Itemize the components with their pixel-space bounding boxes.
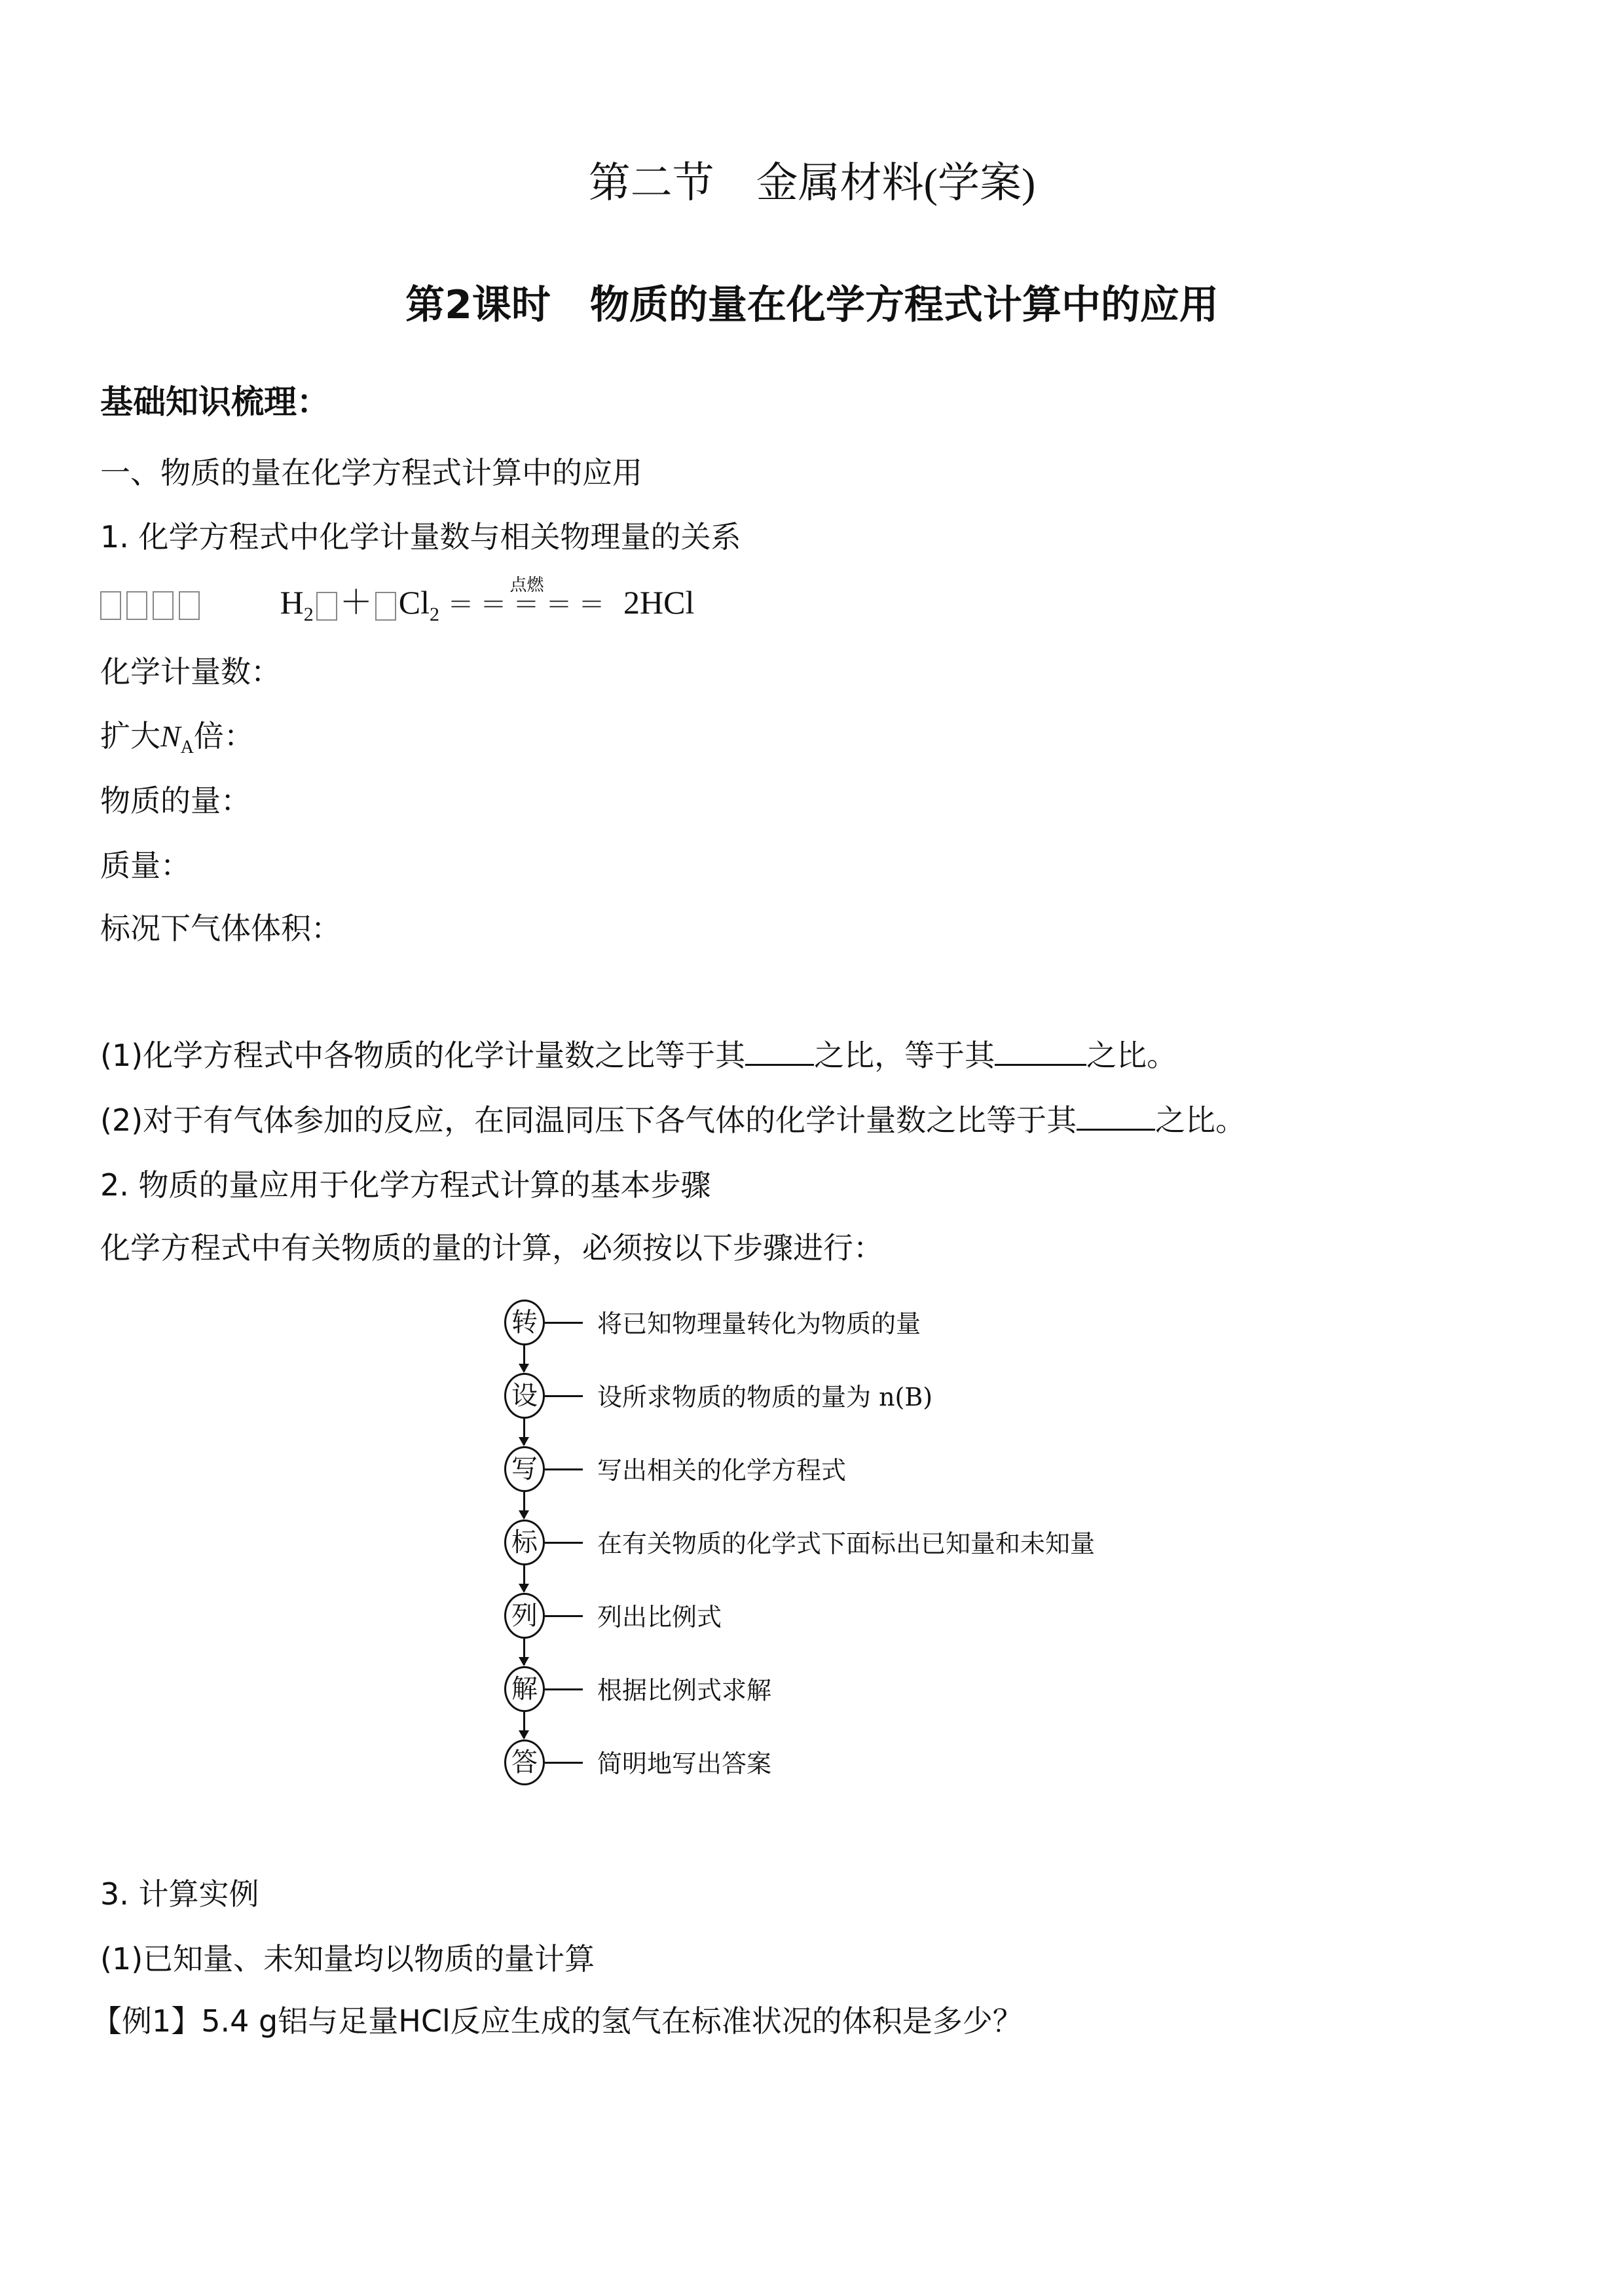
step-solve bbox=[504, 1666, 1159, 1712]
item-2-intro: 化学方程式中有关物质的量的计算，必须按以下步骤进行： bbox=[100, 1230, 883, 1266]
arrow-icon bbox=[523, 1565, 525, 1592]
blank[interactable] bbox=[1077, 1102, 1155, 1131]
heading-1: 一、物质的量在化学方程式计算中的应用 bbox=[100, 455, 642, 490]
step-key: 转 bbox=[504, 1300, 545, 1345]
row-volume: 标况下气体体积： bbox=[100, 911, 341, 946]
cl2: Cl bbox=[398, 584, 430, 621]
label: 倍： bbox=[193, 718, 254, 754]
step-key: 答 bbox=[504, 1740, 545, 1785]
step-text: 写出相关的化学方程式 bbox=[597, 1456, 847, 1485]
product: 2HCl bbox=[623, 584, 695, 621]
text: (1)化学方程式中各物质的化学计量数之比等于其 bbox=[100, 1038, 746, 1073]
arrow-icon bbox=[523, 1712, 525, 1738]
rule-2 bbox=[100, 1101, 1246, 1140]
text: 之比。 bbox=[1155, 1102, 1246, 1138]
item-3: 3. 计算实例 bbox=[100, 1876, 259, 1912]
step-text: 列出比例式 bbox=[597, 1603, 722, 1631]
step-key: 设 bbox=[504, 1373, 545, 1419]
h2: H bbox=[280, 584, 304, 621]
arrow-icon bbox=[523, 1419, 525, 1445]
section-heading: 基础知识梳理： bbox=[100, 383, 329, 421]
arrow-icon bbox=[523, 1639, 525, 1665]
step-assume bbox=[504, 1373, 1159, 1419]
equation-line bbox=[100, 575, 695, 635]
item-1: 1. 化学方程式中化学计量数与相关物理量的关系 bbox=[100, 519, 741, 555]
example-1: 【例1】5.4 g铝与足量HCl反应生成的氢气在标准状况的体积是多少？ bbox=[92, 2003, 1023, 2039]
reaction-condition: 点燃 bbox=[509, 575, 544, 595]
step-text: 设所求物质的物质的量为 n(B) bbox=[597, 1383, 933, 1412]
step-text: 根据比例式求解 bbox=[597, 1676, 772, 1705]
row-mass: 质量： bbox=[100, 848, 191, 883]
h2-subscript: 2 bbox=[303, 604, 314, 625]
item-3-sub: (1)已知量、未知量均以物质的量计算 bbox=[100, 1941, 595, 1977]
plus: ＋ bbox=[339, 584, 373, 621]
equals-sign: ＝ ＝ ＝ ＝ ＝ bbox=[447, 590, 605, 619]
row-na bbox=[100, 716, 254, 767]
step-label bbox=[504, 1520, 1159, 1565]
blank[interactable] bbox=[745, 1038, 814, 1066]
step-text: 将已知物理量转化为物质的量 bbox=[597, 1309, 921, 1338]
text: 之比，等于其 bbox=[814, 1038, 995, 1073]
na-subscript: A bbox=[180, 737, 194, 758]
step-text: 在有关物质的化学式下面标出已知量和未知量 bbox=[597, 1529, 1096, 1558]
step-key: 解 bbox=[504, 1666, 545, 1712]
arrow-icon bbox=[523, 1492, 525, 1518]
rule-1 bbox=[100, 1036, 1177, 1075]
cl2-subscript: 2 bbox=[429, 604, 439, 625]
row-moles: 物质的量： bbox=[100, 783, 251, 818]
arrow-icon bbox=[523, 1345, 525, 1372]
step-key: 写 bbox=[504, 1446, 545, 1492]
step-text: 简明地写出答案 bbox=[597, 1749, 772, 1778]
blank[interactable] bbox=[995, 1038, 1086, 1066]
text: 之比。 bbox=[1086, 1038, 1177, 1073]
na-symbol: N bbox=[160, 720, 181, 753]
step-list bbox=[504, 1593, 1159, 1639]
text: (2)对于有气体参加的反应，在同温同压下各气体的化学计量数之比等于其 bbox=[100, 1102, 1077, 1138]
item-2: 2. 物质的量应用于化学方程式计算的基本步骤 bbox=[100, 1167, 711, 1203]
step-convert bbox=[504, 1300, 1159, 1345]
step-answer bbox=[504, 1740, 1159, 1785]
row-coefficient: 化学计量数： bbox=[100, 654, 281, 689]
label: 扩大 bbox=[100, 718, 160, 754]
step-key: 列 bbox=[504, 1593, 545, 1639]
document-title: 第二节 金属材料(学案) bbox=[588, 160, 1036, 206]
step-write bbox=[504, 1446, 1159, 1492]
lesson-subtitle: 第2课时 物质的量在化学方程式计算中的应用 bbox=[405, 282, 1219, 328]
step-key: 标 bbox=[504, 1520, 545, 1565]
